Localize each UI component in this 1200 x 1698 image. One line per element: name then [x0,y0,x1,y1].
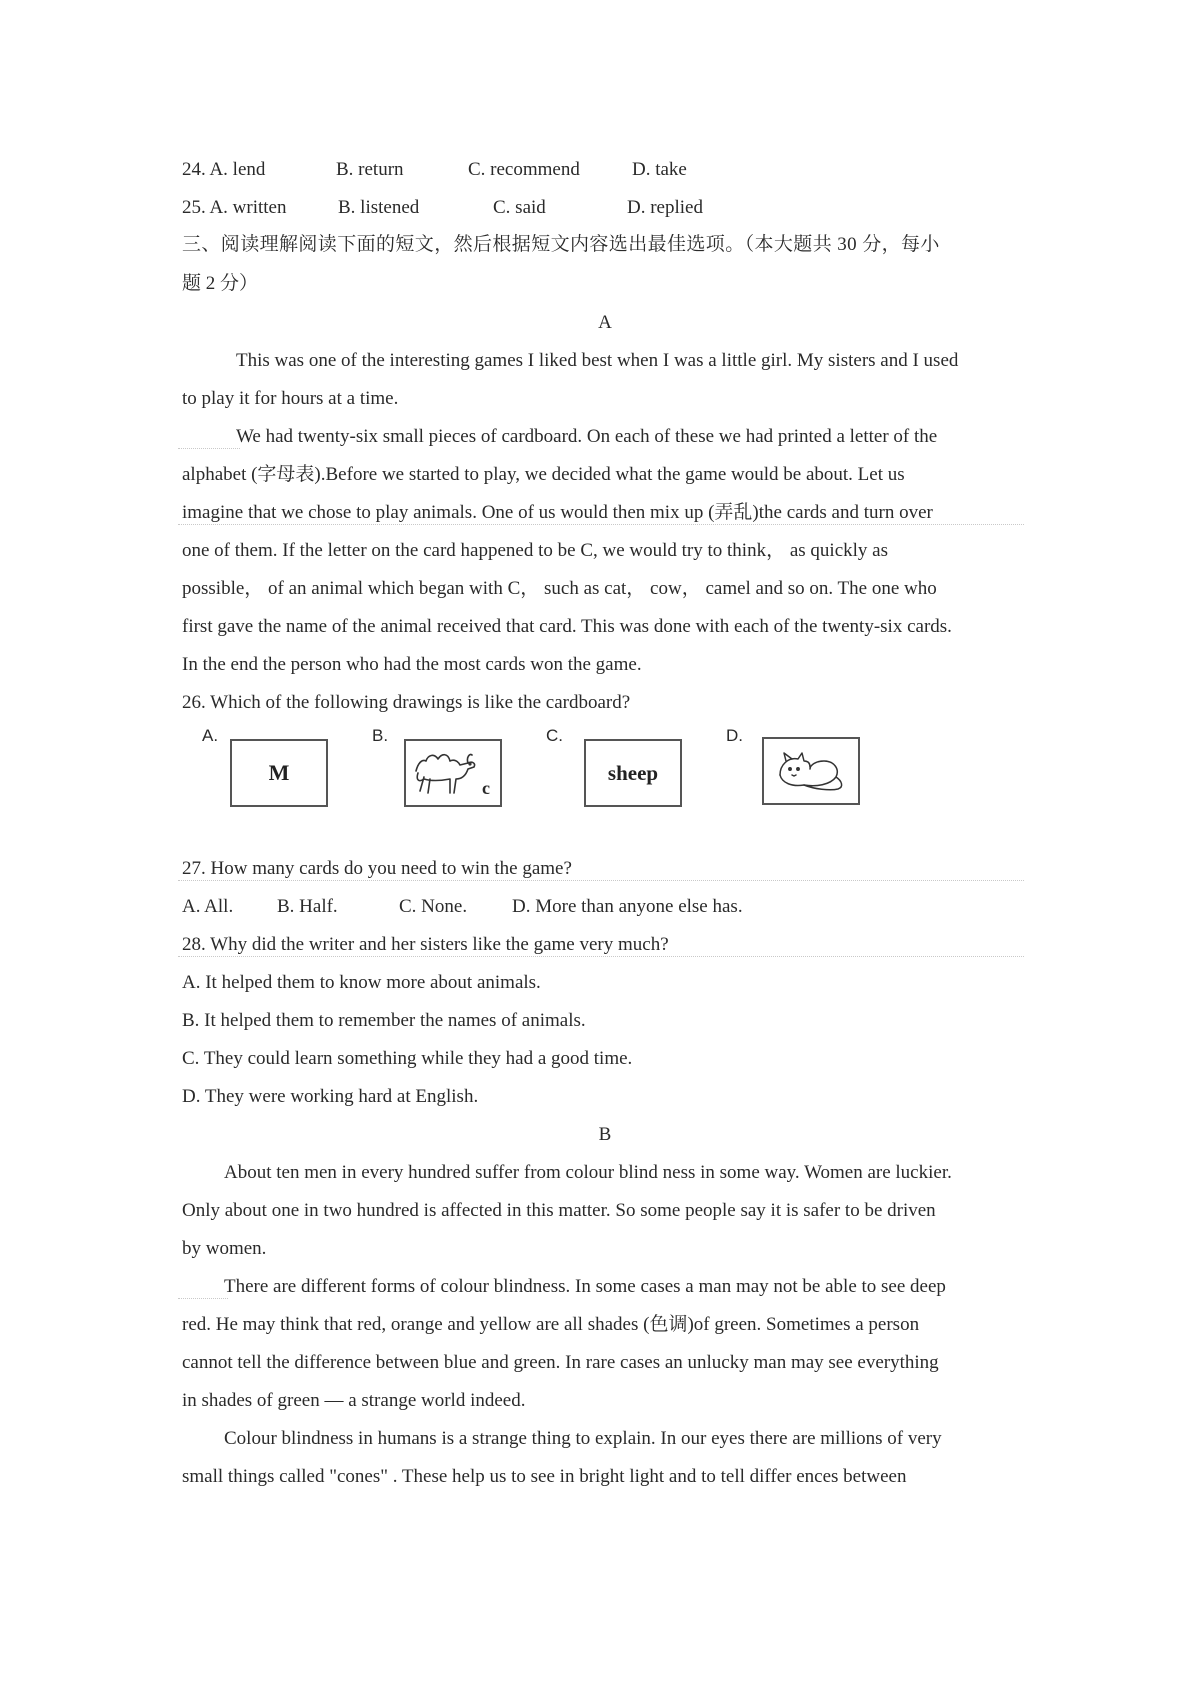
passage-b-line: red. He may think that red, orange and yellow are all shades (色调)of green. Sometimes a person [182,1314,920,1335]
q24-option-d: D. take [632,159,687,180]
q26-option-b-letter: B. [372,726,389,745]
passage-b-line: About ten men in every hundred suffer from colour blind ness in some way. Women are luckier. [224,1162,952,1183]
q28-option-d: D. They were working hard at English. [182,1086,479,1107]
cat-icon [764,739,858,803]
dotted-rule [178,524,1024,525]
q25-option-b: B. listened [338,197,420,218]
q27-question: 27. How many cards do you need to win the game? [182,858,572,879]
q27-option-c: C. None. [399,896,468,917]
passage-a-line: one of them. If the letter on the card happened to be C, we would try to think， as quickly as [182,540,888,561]
passage-b-line: Colour blindness in humans is a strange thing to explain. In our eyes there are millions of very [224,1428,942,1449]
q26-card-b-text: c [482,778,490,798]
section-heading-line-1: 三、阅读理解阅读下面的短文，然后根据短文内容选出最佳选项。（本大题共 30 分，每小 [182,234,940,255]
section-heading-line-2: 题 2 分） [182,273,259,294]
dotted-rule [178,880,1024,881]
q26-option-a-letter: A. [202,726,219,745]
passage-b-heading: B [598,1124,612,1145]
q26-card-c [584,739,682,807]
q27-option-d: D. More than anyone else has. [512,896,743,917]
passage-a-line: alphabet (字母表).Before we started to play, we decided what the game would be about. Let us [182,464,905,485]
passage-b-line: in shades of green — a strange world indeed. [182,1390,526,1411]
q26-option-d-letter: D. [726,726,743,745]
q25-option-c: C. said [493,197,546,218]
q28-option-c: C. They could learn something while they had a good time. [182,1048,633,1069]
q28-option-a: A. It helped them to know more about animals. [182,972,541,993]
passage-a-line: first gave the name of the animal received that card. This was done with each of the twenty-six cards. [182,616,952,637]
q26-card-c-text: sheep [607,760,659,785]
passage-b-line: small things called "cones" . These help us to see in bright light and to tell differ ences between [182,1466,907,1487]
q24-option-b: B. return [336,159,404,180]
q26-option-c-letter: C. [546,726,563,745]
passage-a-line: imagine that we chose to play animals. One of us would then mix up (弄乱)the cards and turn over [182,502,933,523]
passage-a-line: possible， of an animal which began with C， such as cat， cow， camel and so on. The one who [182,578,937,599]
dotted-rule [178,1298,228,1299]
passage-a-heading: A [598,312,612,333]
q26-card-d [762,737,860,805]
passage-b-line: There are different forms of colour blindness. In some cases a man may not be able to see deep [224,1276,946,1297]
q27-option-a: A. All. [182,896,234,917]
q28-question: 28. Why did the writer and her sisters like the game very much? [182,934,669,955]
q25-option-a: 25. A. written [182,197,287,218]
passage-b-line: cannot tell the difference between blue and green. In rare cases an unlucky man may see everything [182,1352,939,1373]
passage-a-line: We had twenty-six small pieces of cardboard. On each of these we had printed a letter of the [236,426,938,447]
q24-option-a: 24. A. lend [182,159,266,180]
dotted-rule [178,956,1024,957]
passage-b-line: by women. [182,1238,267,1259]
q27-option-b: B. Half. [277,896,338,917]
q26-card-a-text: M [268,760,290,785]
passage-b-line: Only about one in two hundred is affected in this matter. So some people say it is safer to be driven [182,1200,936,1221]
q28-option-b: B. It helped them to remember the names of animals. [182,1010,586,1031]
passage-a-line: to play it for hours at a time. [182,388,399,409]
q26-card-a [230,739,328,807]
passage-a-line: In the end the person who had the most cards won the game. [182,654,642,675]
q25-option-d: D. replied [627,197,703,218]
dotted-rule [178,448,240,449]
q24-option-c: C. recommend [468,159,580,180]
q26-card-b [404,739,502,807]
passage-a-line: This was one of the interesting games I liked best when I was a little girl. My sisters and I used [236,350,959,371]
q26-question: 26. Which of the following drawings is like the cardboard? [182,692,631,713]
